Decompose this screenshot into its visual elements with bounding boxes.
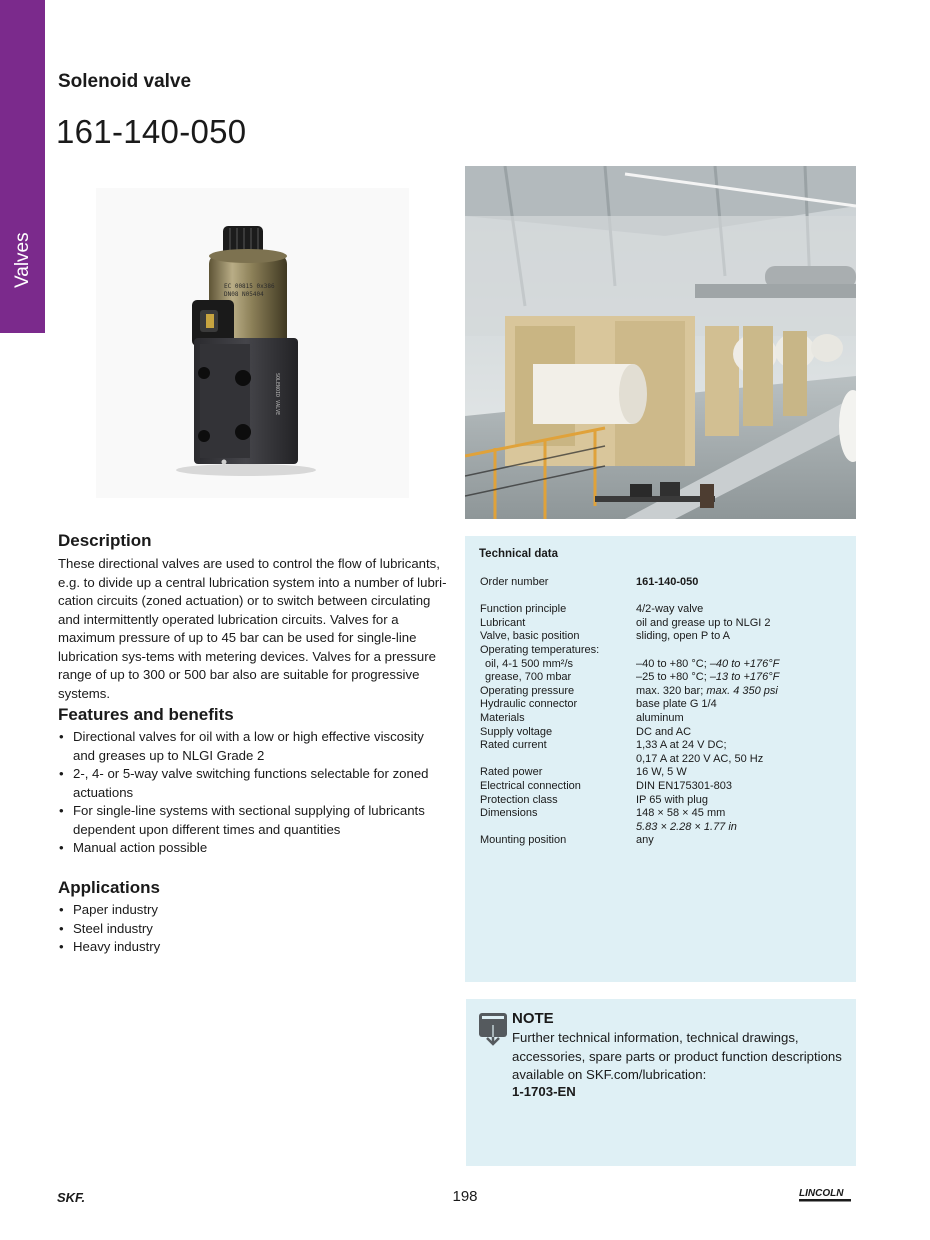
table-row	[480, 834, 779, 848]
spec-value: 1,33 A at 24 V DC;	[636, 739, 727, 752]
product-number-title: 161-140-050	[56, 113, 247, 150]
spec-value-imperial: 5.83 × 2.28 × 1.77 in	[636, 820, 737, 833]
list-item: • For single-line systems with sectional supplying of lubricants dependent upon different times and quantities	[58, 802, 448, 839]
spec-value: any	[636, 834, 654, 847]
technical-data-title: Technical data	[479, 548, 559, 560]
spec-label: Valve, basic position	[480, 630, 580, 643]
spec-label: Protection class	[480, 793, 558, 806]
list-item: • Paper industry	[58, 901, 448, 920]
spec-value: IP 65 with plug	[636, 793, 708, 806]
note-document-code: 1-1703-EN	[512, 1084, 576, 1099]
spec-value: DC and AC	[636, 725, 692, 738]
spec-label: grease, 700 mbar	[485, 671, 572, 684]
description-heading: Description	[58, 531, 152, 550]
spec-label: Order number	[480, 576, 549, 588]
table-row	[480, 603, 779, 617]
table-row	[480, 671, 779, 685]
table-row	[480, 685, 779, 699]
spec-value: 16 W, 5 W	[636, 766, 687, 779]
list-item: • Heavy industry	[58, 938, 448, 957]
svg-text:EC 00815 0x386: EC 00815 0x386	[224, 283, 275, 290]
description-text: These directional valves are used to control the flow of lubricants, e.g. to divide up a central lubrication system into a number of lubri-cation circuits (zoned actuation) or to switch between circulating and intermittently operated lubrication circuits. Valves for a maximum pressure of up to 45 bar can be used for single-line lubrication sys-tems with metering devices. Valves for a pressure range of up to 300 or 500 bar also are suitable for progressive systems.	[58, 556, 447, 701]
table-row	[480, 698, 779, 712]
list-item: • Steel industry	[58, 920, 448, 939]
spec-value: sliding, open P to A	[636, 630, 730, 643]
applications-list	[58, 901, 448, 957]
spec-label: Dimensions	[480, 807, 538, 820]
table-row	[480, 617, 779, 631]
list-item: • Manual action possible	[58, 839, 448, 858]
svg-text:SOLENOID VALVE: SOLENOID VALVE	[274, 373, 280, 416]
spec-value: –25 to +80 °C;	[636, 671, 710, 684]
table-row	[480, 807, 779, 821]
spec-value: aluminum	[636, 711, 684, 724]
spec-value-imperial: –13 to +176°F	[709, 671, 780, 684]
spec-value: 4/2-way valve	[636, 603, 704, 616]
table-row	[480, 644, 779, 658]
applications-heading: Applications	[58, 878, 161, 897]
page-number: 198	[452, 1188, 478, 1205]
table-row	[480, 821, 779, 835]
spec-label: Materials	[480, 711, 525, 724]
spec-value: DIN EN175301-803	[636, 779, 733, 792]
spec-label: Electrical connection	[480, 779, 581, 792]
paper-factory-image	[465, 166, 856, 519]
spec-label: Mounting position	[480, 834, 567, 847]
spec-label: Function principle	[480, 603, 567, 616]
list-item: • Directional valves for oil with a low or high effective viscosity and greases up to NLGI Grade 2	[58, 728, 448, 765]
spec-value: –40 to +80 °C;	[636, 657, 710, 670]
spec-label: Operating temperatures:	[480, 643, 600, 656]
table-row	[480, 794, 779, 808]
spec-value: 0,17 A at 220 V AC, 50 Hz	[636, 752, 764, 765]
lincoln-logo-text: LINCOLN	[799, 1188, 844, 1199]
spec-value-imperial: –40 to +176°F	[709, 657, 780, 670]
features-list	[58, 728, 448, 858]
spec-label: Rated power	[480, 766, 543, 779]
spec-value-imperial: max. 4 350 psi	[706, 684, 778, 697]
features-heading: Features and benefits	[58, 705, 234, 724]
table-row	[480, 630, 779, 644]
spec-value: oil and grease up to NLGI 2	[636, 616, 771, 629]
list-item: • 2-, 4- or 5-way valve switching functions selectable for zoned actuations	[58, 765, 448, 802]
spec-value: 148 × 58 × 45 mm	[636, 807, 726, 820]
lincoln-logo	[798, 1184, 854, 1204]
skf-logo-text: SKF.	[57, 1190, 86, 1204]
table-row	[480, 780, 779, 794]
spec-label: Rated current	[480, 739, 547, 752]
table-row	[480, 766, 779, 780]
spec-label: Operating pressure	[480, 684, 575, 697]
note-title: NOTE	[512, 1010, 554, 1027]
spec-label: Hydraulic connector	[480, 698, 578, 711]
table-row	[480, 726, 779, 740]
spec-label: Supply voltage	[480, 725, 553, 738]
table-row	[480, 658, 779, 672]
table-row	[480, 576, 779, 590]
spec-value: base plate G 1/4	[636, 698, 717, 711]
product-category-title: Solenoid valve	[58, 71, 192, 92]
spec-label: oil, 4-1 500 mm²/s	[485, 657, 574, 670]
solenoid-valve-image	[96, 188, 409, 498]
svg-text:DN08 N05404: DN08 N05404	[224, 291, 264, 298]
spec-value: max. 320 bar;	[636, 684, 707, 697]
note-text: Further technical information, technical drawings, accessories, spare parts or product function descriptions available on SKF.com/lubrication:	[512, 1030, 842, 1082]
spec-label: Lubricant	[480, 616, 526, 629]
note-document-icon	[477, 1011, 509, 1047]
order-number-value: 161-140-050	[636, 576, 699, 588]
table-row	[480, 739, 779, 753]
table-row	[480, 712, 779, 726]
side-tab-label: Valves	[11, 232, 33, 288]
technical-data-table	[480, 576, 779, 848]
table-row	[480, 753, 779, 767]
